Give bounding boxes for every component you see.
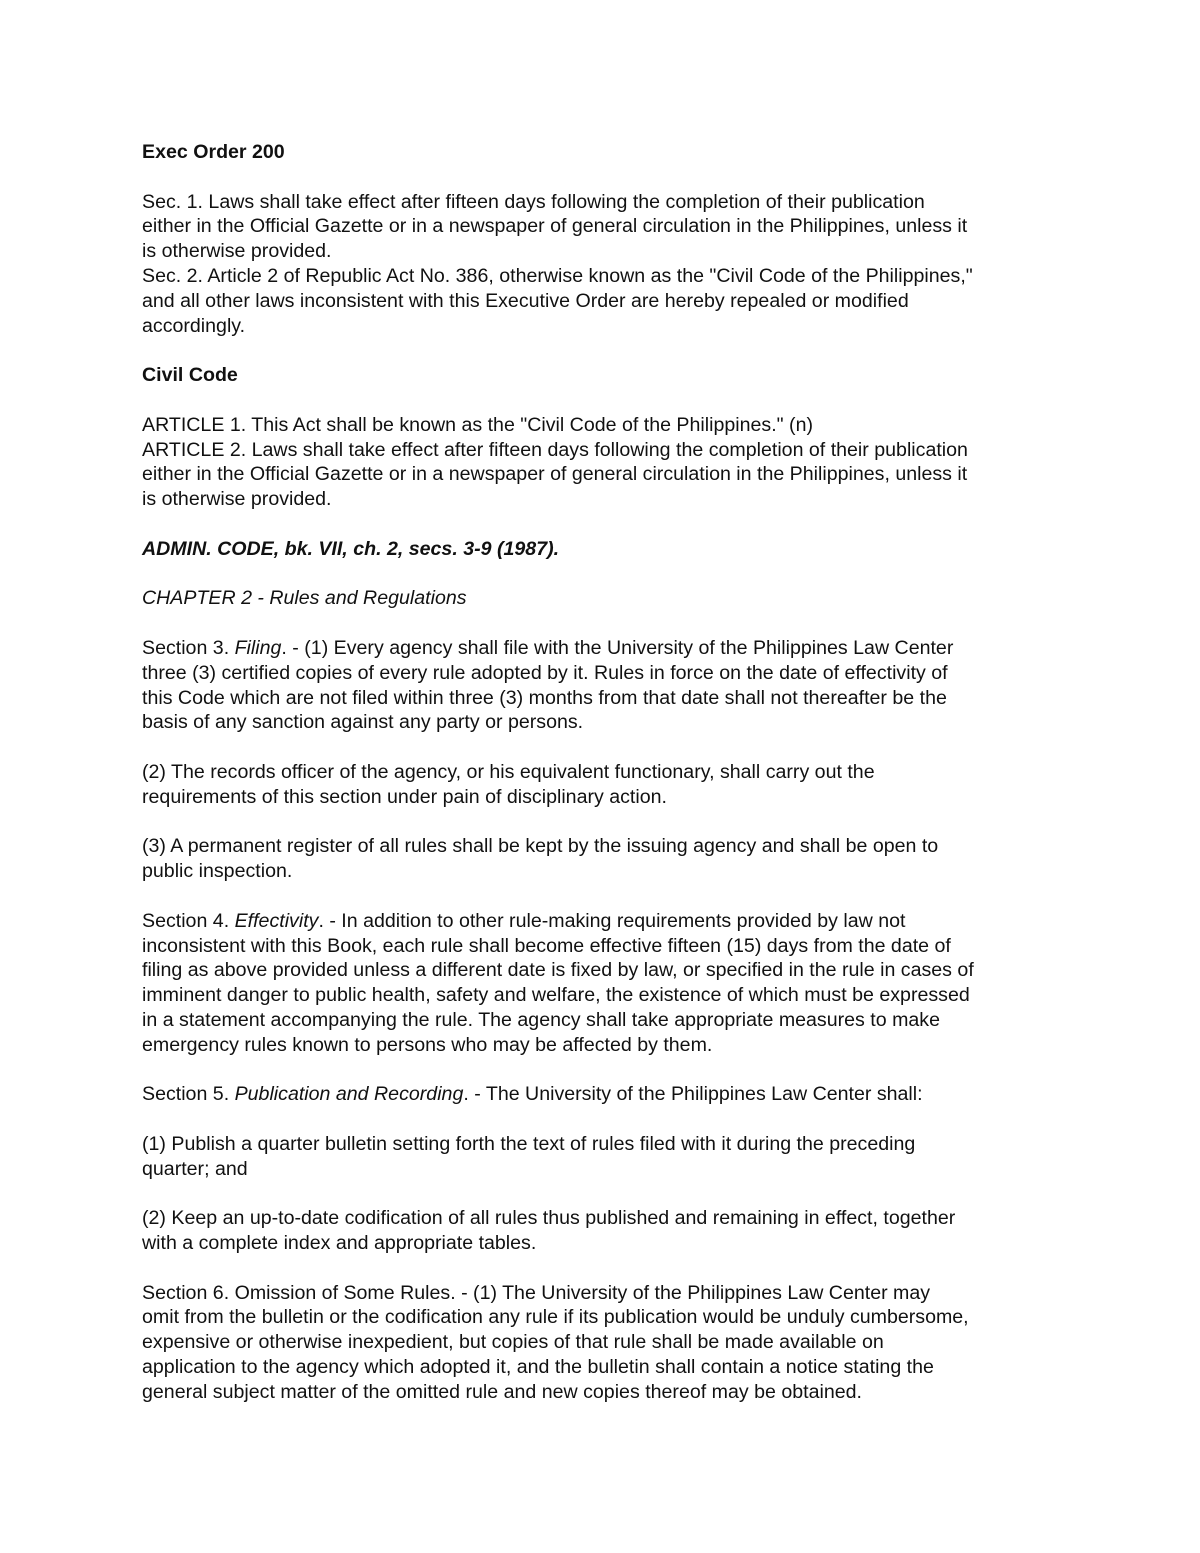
section-5-prefix: Section 5. xyxy=(142,1083,235,1106)
section-3-line: basis of any sanction against any party or persons. xyxy=(142,711,584,734)
section-4-prefix: Section 4. xyxy=(142,909,235,932)
exec-order-sections xyxy=(142,190,1072,339)
section-3-first-line xyxy=(142,636,1072,661)
civil-code-article-2-line: is otherwise provided. xyxy=(142,488,332,511)
section-6-line: application to the agency which adopted it, and the bulletin shall contain a notice stating the xyxy=(142,1356,934,1379)
section-5-item-2 xyxy=(142,1206,1072,1256)
section-5-item-1-line: quarter; and xyxy=(142,1157,248,1180)
exec-order-sec1-line: either in the Official Gazette or in a newspaper of general circulation in the Philippines, unless it xyxy=(142,215,968,238)
exec-order-sec1-line: Sec. 1. Laws shall take effect after fifteen days following the completion of their publication xyxy=(142,190,925,213)
section-4-line: filing as above provided unless a different date is fixed by law, or specified in the rule in cases of xyxy=(142,959,974,982)
civil-code-heading-block xyxy=(142,363,1072,388)
section-5-item-2-line: (2) Keep an up-to-date codification of all rules thus published and remaining in effect, together xyxy=(142,1207,956,1230)
exec-order-sec2-line: Sec. 2. Article 2 of Republic Act No. 386, otherwise known as the "Civil Code of the Philippines," xyxy=(142,264,973,287)
section-5-first-line xyxy=(142,1082,1072,1107)
section-4-paragraph xyxy=(142,909,1072,1058)
section-6-line: general subject matter of the omitted rule and new copies thereof may be obtained. xyxy=(142,1380,862,1403)
section-4-first-line xyxy=(142,909,1072,934)
civil-code-article-1: ARTICLE 1. This Act shall be known as the "Civil Code of the Philippines." (n) xyxy=(142,413,813,436)
civil-code-heading: Civil Code xyxy=(142,364,238,387)
civil-code-articles xyxy=(142,413,1072,512)
chapter-heading-block xyxy=(142,586,1072,611)
section-5-paragraph xyxy=(142,1082,1072,1107)
exec-order-heading: Exec Order 200 xyxy=(142,141,285,163)
exec-order-sec1-line: is otherwise provided. xyxy=(142,240,332,263)
section-3-prefix: Section 3. xyxy=(142,636,235,659)
section-3-line: three (3) certified copies of every rule adopted by it. Rules in force on the date of effectivity of xyxy=(142,661,948,684)
section-6-paragraph xyxy=(142,1281,1072,1405)
civil-code-article-2-line: ARTICLE 2. Laws shall take effect after fifteen days following the completion of their publication xyxy=(142,438,968,461)
section-3-item-2-line: (2) The records officer of the agency, or his equivalent functionary, shall carry out the xyxy=(142,760,875,783)
section-3-item-3 xyxy=(142,834,1072,884)
section-6-line: expensive or otherwise inexpedient, but copies of that rule shall be made available on xyxy=(142,1331,884,1354)
section-5-item-1 xyxy=(142,1132,1072,1182)
section-4-title: Effectivity xyxy=(234,909,319,932)
section-3-paragraph xyxy=(142,636,1072,735)
exec-order-sec2-line: and all other laws inconsistent with this Executive Order are hereby repealed or modified xyxy=(142,289,909,312)
admin-code-heading: ADMIN. CODE, bk. VII, ch. 2, secs. 3-9 (1987). xyxy=(142,537,560,560)
chapter-heading: CHAPTER 2 - Rules and Regulations xyxy=(142,587,467,610)
section-3-line: this Code which are not filed within three (3) months from that date shall not thereafter be the xyxy=(142,686,947,709)
section-5-rest: . - The University of the Philippines Law Center shall: xyxy=(463,1083,923,1106)
section-3-item-3-line: (3) A permanent register of all rules shall be kept by the issuing agency and shall be open to xyxy=(142,835,939,858)
exec-order-sec2-line: accordingly. xyxy=(142,314,246,337)
section-4-line: imminent danger to public health, safety and welfare, the existence of which must be expressed xyxy=(142,984,970,1007)
section-3-item-2 xyxy=(142,760,1072,810)
admin-code-heading-block xyxy=(142,537,1072,562)
civil-code-article-2-line: either in the Official Gazette or in a newspaper of general circulation in the Philippines, unless it xyxy=(142,463,968,486)
section-3-title: Filing xyxy=(234,636,282,659)
section-4-line: emergency rules known to persons who may be affected by them. xyxy=(142,1033,713,1056)
exec-order-heading-block xyxy=(142,140,1072,165)
section-5-item-1-line: (1) Publish a quarter bulletin setting forth the text of rules filed with it during the preceding xyxy=(142,1132,916,1155)
section-5-title: Publication and Recording xyxy=(234,1083,464,1106)
section-6-line: Section 6. Omission of Some Rules. - (1) The University of the Philippines Law Center may xyxy=(142,1281,931,1304)
section-3-item-3-line: public inspection. xyxy=(142,860,293,883)
section-5-item-2-line: with a complete index and appropriate tables. xyxy=(142,1232,537,1255)
section-4-rest: . - In addition to other rule-making requirements provided by law not xyxy=(318,909,906,932)
section-3-item-2-line: requirements of this section under pain of disciplinary action. xyxy=(142,785,667,808)
section-3-rest: . - (1) Every agency shall file with the University of the Philippines Law Center xyxy=(281,636,954,659)
section-4-line: inconsistent with this Book, each rule shall become effective fifteen (15) days from the date of xyxy=(142,934,951,957)
section-4-line: in a statement accompanying the rule. The agency shall take appropriate measures to make xyxy=(142,1008,940,1031)
section-6-line: omit from the bulletin or the codification any rule if its publication would be unduly cumbersome, xyxy=(142,1306,969,1329)
document-page xyxy=(142,140,1072,1405)
